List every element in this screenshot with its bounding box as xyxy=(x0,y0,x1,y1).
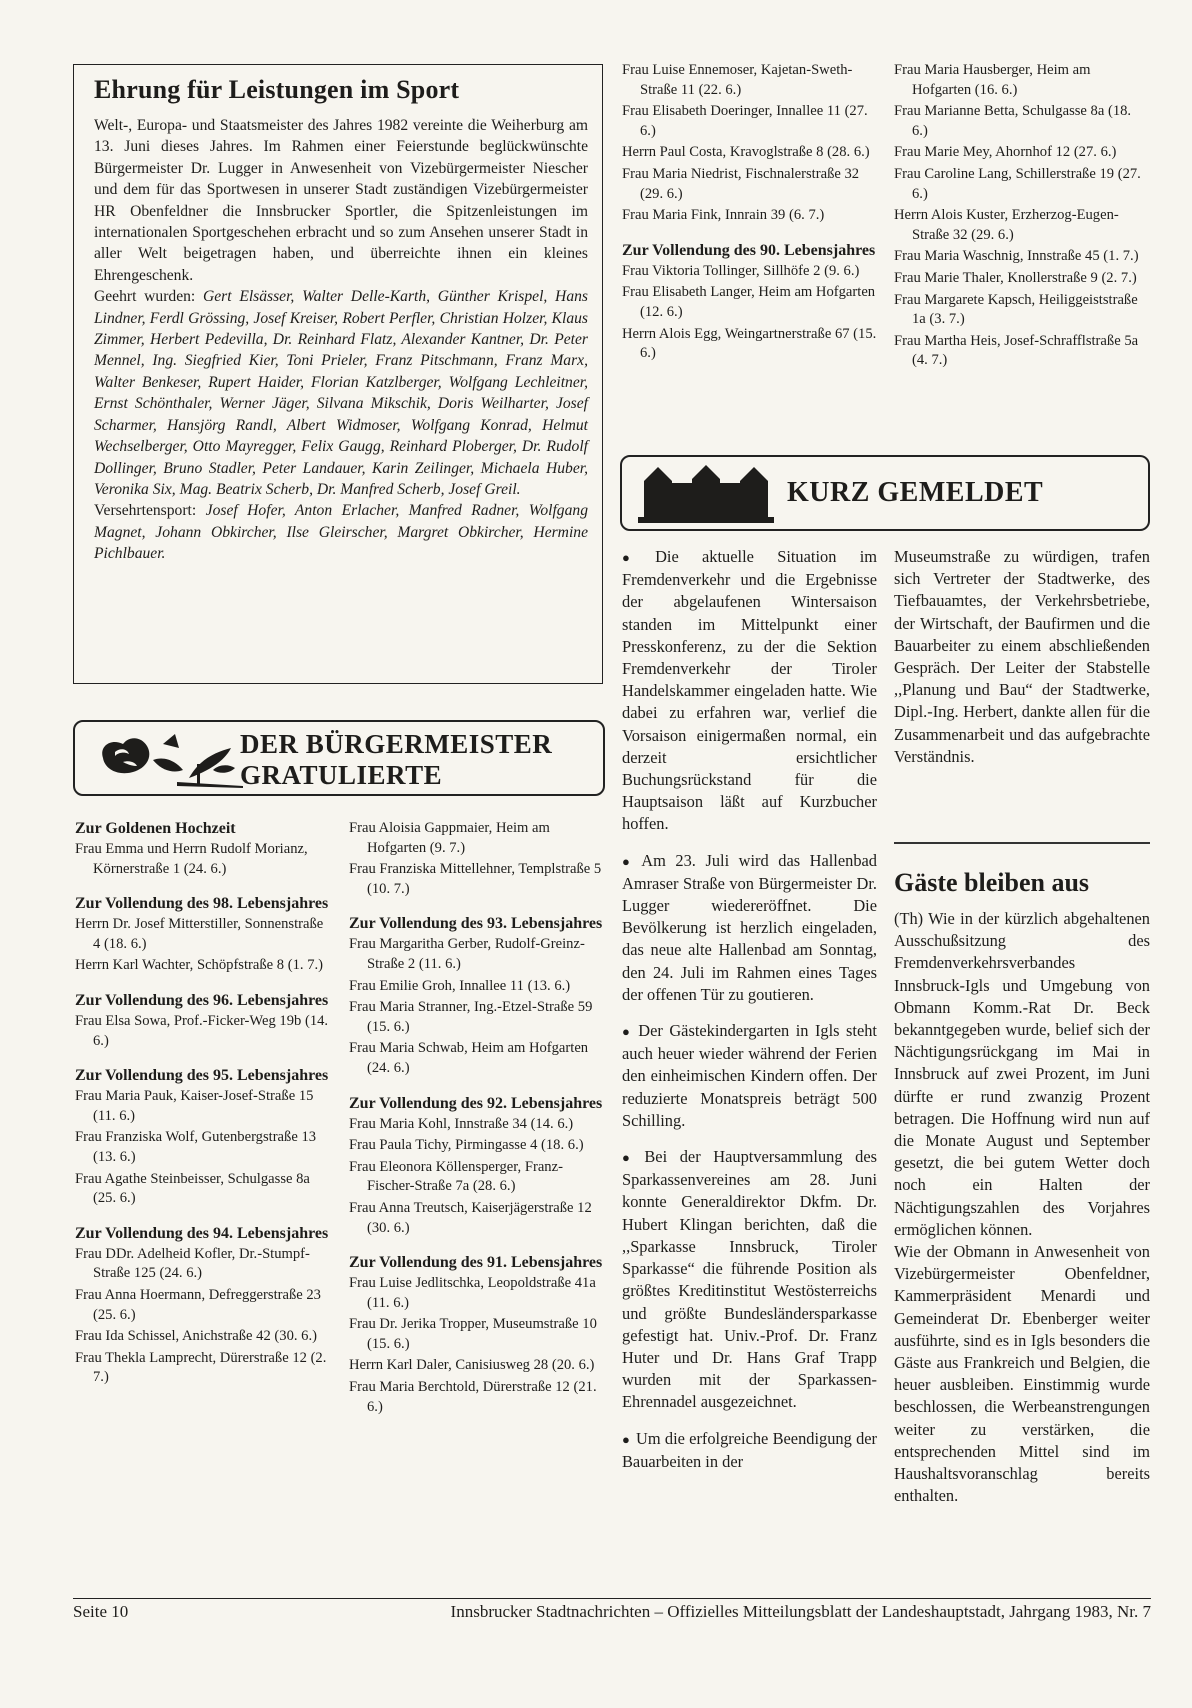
congratulation-entry: Frau Margaritha Gerber, Rudolf-Greinz-Straße 2 (11. 6.) xyxy=(349,936,585,972)
congratulation-entry: Frau Marie Thaler, Knollerstraße 9 (2. 7.) xyxy=(894,269,1137,286)
congratulation-entry: Frau Anna Treutsch, Kaiserjägerstraße 12 (30. 6.) xyxy=(349,1199,592,1236)
congratulation-entry: Frau Marianne Betta, Schulgasse 8a (18. 6.) xyxy=(894,103,1132,139)
congratulation-entry: Frau Martha Heis, Josef-Schrafflstraße 5a (4. 7.) xyxy=(894,332,1139,369)
section-heading: Zur Goldenen Hochzeit xyxy=(75,820,236,837)
congratulation-entry: Herrn Alois Egg, Weingartnerstraße 67 (15. 6.) xyxy=(622,325,877,362)
bullet-icon: ● xyxy=(622,1431,631,1447)
gratuliert-column-1 xyxy=(75,818,330,1388)
congratulation-entry: Frau Elisabeth Doeringer, Innallee 11 (27. 6.) xyxy=(622,103,868,139)
divider xyxy=(894,842,1150,844)
news-item: ● Um die erfolgreiche Beendigung der Bauarbeiten in der xyxy=(622,1428,877,1471)
congratulation-entry: Frau Maria Stranner, Ing.-Etzel-Straße 59 (15. 6.) xyxy=(349,999,593,1035)
section-heading: Zur Vollendung des 91. Lebensjahres xyxy=(349,1254,603,1272)
gaeste-paragraph-1: (Th) Wie in der kürzlich abgehaltenen Ausschußsitzung des Fremdenverkehrsverbandes Innsbruck-Igls und Umgebung von Obmann Komm.-Rat Dr. Beck bekanntgegeben wurde, belief sich der Nächtigungsrückgang im Mai in Innsbruck auf zwei Prozent, im Juni dürfte er rund zwanzig Prozent betragen. Die Hoffnung wird nun auf die Monate August und September gesetzt, die bei gutem Wetter doch noch ein Halten der Nächtigungszahlen des Vorjahres ermöglichen können. xyxy=(894,909,1150,1239)
congratulation-entry: Herrn Dr. Josef Mitterstiller, Sonnenstraße 4 (18. 6.) xyxy=(75,916,324,952)
congratulation-entry: Frau Elisabeth Langer, Heim am Hofgarten (12. 6.) xyxy=(622,284,876,320)
section-heading: Zur Vollendung des 92. Lebensjahres xyxy=(349,1094,603,1112)
kurz-column-2 xyxy=(894,546,1150,768)
congratulation-entry: Frau Maria Kohl, Innstraße 34 (14. 6.) xyxy=(349,1115,574,1132)
footer xyxy=(73,1598,1151,1622)
congratulation-entry: Frau Thekla Lamprecht, Dürerstraße 12 (2. 7.) xyxy=(75,1349,327,1386)
congratulation-entry: Frau Maria Waschnig, Innstraße 45 (1. 7.) xyxy=(894,248,1139,265)
news-item: ● Die aktuelle Situation im Fremdenverkehr und die Ergebnisse der abgelaufenen Wintersaison standen im Mittelpunkt einer Presskonferenz, zu der die Sektion Fremdenverkehr der Tiroler Handelskammer eingeladen hatte. Wie dabei zu erfahren war, verlief die Vorsaison einigermaßen normal, ein derzeit ersichtlicher Buchungsrückstand für die Hauptsaison läßt auf Kurzbucher hoffen. xyxy=(622,547,877,834)
gratuliert-column-2 xyxy=(349,818,604,1417)
congratulation-entry: Frau Maria Niedrist, Fischnalerstraße 32 (29. 6.) xyxy=(622,165,860,202)
gaeste-title: Gäste bleiben aus xyxy=(894,868,1090,897)
congratulation-entry: Frau Luise Jedlitschka, Leopoldstraße 41a (11. 6.) xyxy=(349,1275,596,1311)
congratulation-entry: Frau Maria Berchtold, Dürerstraße 12 (21. 6.) xyxy=(349,1379,597,1415)
congratulation-entry: Frau Caroline Lang, Schillerstraße 19 (27. 6.) xyxy=(894,165,1141,202)
bullet-icon: ● xyxy=(622,550,650,565)
kurz-column-1 xyxy=(622,546,877,1473)
congratulation-entry: Frau Emma und Herrn Rudolf Morianz, Körnerstraße 1 (24. 6.) xyxy=(75,841,308,877)
section-heading: Zur Vollendung des 98. Lebensjahres xyxy=(75,895,329,913)
gaeste-article xyxy=(894,868,1150,1507)
kurz-title: KURZ GEMELDET xyxy=(787,477,1044,508)
congratulation-entry: Herrn Karl Wachter, Schöpfstraße 8 (1. 7.) xyxy=(75,957,324,974)
congratulation-entry: Frau Margarete Kapsch, Heiliggeiststraße 1a (3. 7.) xyxy=(894,291,1138,328)
congratulation-entry: Frau Maria Schwab, Heim am Hofgarten (24. 6.) xyxy=(349,1040,589,1076)
section-heading: Zur Vollendung des 94. Lebensjahres xyxy=(75,1224,329,1242)
congratulation-entry: Frau Agathe Steinbeisser, Schulgasse 8a (25. 6.) xyxy=(75,1170,310,1207)
sport-article xyxy=(73,64,603,684)
sport-honored: Geehrt wurden: Gert Elsässer, Walter Delle-Karth, Günther Krispel, Hans Lindner, Ferdl Grössing, Josef Kreiser, Robert Perfler, Christian Holzer, Klaus Zimmer, Herbert Pedevilla, Dr. Reinhard Flatz, Alexander Kantner, Dr. Peter Mennel, Ing. Siegfried Kier, Toni Prieler, Franz Pitschmann, Franz Marx, Walter Benkeser, Rupert Haider, Florian Katzlberger, Wolfgang Lechleitner, Ernst Schönthaler, Werner Jäger, Silvana Mikschik, Doris Weilharter, Josef Scharmer, Hansjörg Randl, Albert Widmoser, Wolfgang Konrad, Helmut Wechselberger, Otto Mayregger, Felix Gaugg, Reinhard Ploberger, Dr. Rudolf Dollinger, Bruno Stadler, Peter Landauer, Karin Zeilinger, Michaela Huber, Veronika Six, Mag. Beatrix Scherb, Dr. Manfred Scherb, Josef Greil. xyxy=(94,288,588,498)
bullet-icon: ● xyxy=(622,1150,639,1166)
congratulation-entry: Frau Maria Fink, Innrain 39 (6. 7.) xyxy=(622,207,825,224)
congratulation-entry: Herrn Alois Kuster, Erzherzog-Eugen-Straße 32 (29. 6.) xyxy=(894,207,1119,243)
congratulation-entry: Frau Marie Mey, Ahornhof 12 (27. 6.) xyxy=(894,144,1117,161)
congratulation-entry: Frau Emilie Groh, Innallee 11 (13. 6.) xyxy=(349,977,571,994)
congratulation-entry: Frau Maria Hausberger, Heim am Hofgarten (16. 6.) xyxy=(894,62,1091,98)
congratulation-entry: Frau Anna Hoermann, Defreggerstraße 23 (25. 6.) xyxy=(75,1286,321,1323)
congratulation-entry: Herrn Paul Costa, Kravoglstraße 8 (28. 6.) xyxy=(622,144,870,161)
gratuliert-banner xyxy=(73,720,605,796)
sport-title: Ehrung für Leistungen im Sport xyxy=(94,75,460,104)
congratulation-entry: Frau Luise Ennemoser, Kajetan-Sweth-Straße 11 (22. 6.) xyxy=(622,62,853,98)
congratulation-entry: Frau Maria Pauk, Kaiser-Josef-Straße 15 (11. 6.) xyxy=(75,1088,314,1124)
section-heading: Zur Vollendung des 90. Lebensjahres xyxy=(622,241,876,259)
congratulation-entry: Frau Paula Tichy, Pirmingasse 4 (18. 6.) xyxy=(349,1137,584,1154)
congratulation-entry: Frau Franziska Wolf, Gutenbergstraße 13 (13. 6.) xyxy=(75,1129,317,1165)
congratulation-entry: Frau Dr. Jerika Tropper, Museumstraße 10 (15. 6.) xyxy=(349,1316,597,1352)
section-heading: Zur Vollendung des 93. Lebensjahres xyxy=(349,915,603,933)
gratuliert-title: DER BÜRGERMEISTER GRATULIERTE xyxy=(240,729,553,790)
congratulation-entry: Frau Aloisia Gappmaier, Heim am Hofgarten (9. 7.) xyxy=(349,820,550,856)
kurz-continuation: Museumstraße zu würdigen, trafen sich Vertreter der Stadtwerke, des Tiefbauamtes, der Verkehrsbetriebe, der Wirtschaft, der Baufirmen und die Bauarbeiter zu einem abschließenden Gespräch. Der Leiter der Stabstelle ,,Planung und Bau“ der Stadtwerke, Dipl.-Ing. Herbert, dankte allen für die Zusammenarbeit und das aufgebrachte Verständnis. xyxy=(894,547,1150,766)
gaeste-paragraph-2: Wie der Obmann in Anwesenheit von Vizebürgermeister Obenfeldner, Kammerpräsident Menardi und Gemeinderat Dr. Ebenberger weiter ausführte, sind es in Igls besonders die Gäste aus Frankreich und Belgien, die heuer ausbleiben. Einstimmig wurde beschlossen, die Werbeanstrengungen weiter zu verstärken, die entsprechenden Mittel sind im Haushaltsvoranschlag bereits enthalten. xyxy=(894,1242,1150,1506)
gratuliert-column-4 xyxy=(894,60,1150,371)
congratulation-entry: Frau Elsa Sowa, Prof.-Ficker-Weg 19b (14. 6.) xyxy=(75,1012,329,1049)
congratulation-entry: Frau Ida Schissel, Anichstraße 42 (30. 6.) xyxy=(75,1328,317,1345)
bullet-icon: ● xyxy=(622,1024,633,1040)
page-number: Seite 10 xyxy=(73,1602,129,1621)
gratuliert-column-3 xyxy=(622,60,877,364)
congratulation-entry: Frau Eleonora Köllensperger, Franz-Fischer-Straße 7a (28. 6.) xyxy=(349,1158,563,1195)
news-item: ● Bei der Hauptversammlung des Sparkassenvereines am 28. Juni konnte Generaldirektor Dkfm. Dr. Hubert Klingan berichten, daß die ,,Sparkasse Innsbruck, Tiroler Sparkasse“ die führende Position als größtes Kreditinstitut Westösterreichs und größte Bundesländersparkasse gefestigt hat. Univ.-Prof. Dr. Franz Huter und Dr. Hans Graf Trapp wurden mit der Sparkassen-Ehrennadel ausgezeichnet. xyxy=(622,1147,878,1412)
news-item: ● Der Gästekindergarten in Igls steht auch heuer wieder während der Ferien den einheimischen Kindern offen. Der reduzierte Monatspreis beträgt 500 Schilling. xyxy=(622,1021,877,1130)
section-heading: Zur Vollendung des 96. Lebensjahres xyxy=(75,991,329,1009)
publication-info: Innsbrucker Stadtnachrichten – Offizielles Mitteilungsblatt der Landeshauptstadt, Jahrgang 1983, Nr. 7 xyxy=(450,1602,1151,1621)
bullet-icon: ● xyxy=(622,853,636,869)
house-icon xyxy=(638,463,778,525)
congratulation-entry: Herrn Karl Daler, Canisiusweg 28 (20. 6.) xyxy=(349,1357,595,1374)
news-item: ● Am 23. Juli wird das Hallenbad Amraser Straße von Bürgermeister Dr. Lugger wiedereröffnet. Die Bevölkerung ist herzlich eingeladen, das neue alte Hallenbad am Sonntag, den 24. Juli im Rahmen eines Tages der offenen Tür zu goutieren. xyxy=(622,850,877,1004)
kurz-banner xyxy=(620,455,1150,531)
congratulation-entry: Frau Franziska Mittellehner, Templstraße 5 (10. 7.) xyxy=(349,861,602,897)
sport-intro: Welt-, Europa- und Staatsmeister des Jahres 1982 vereinte die Weiherburg am 13. Juni dieses Jahres. Im Rahmen einer Feierstunde beglückwünschte Bürgermeister Dr. Lugger in Anwesenheit von Vizebürgermeister Niescher und dem für das Sportwesen in unserer Stadt zuständigen Vizebürgermeister HR Obenfeldner die Innsbrucker Sportler, die Spitzenleistungen im internationalen Sportgeschehen erbracht und so zum Ansehen unserer Stadt in aller Welt beigetragen haben, und überreichte ihnen ein kleines Ehrengeschenk. xyxy=(94,117,588,284)
sport-disabled: Versehrtensport: Josef Hofer, Anton Erlacher, Manfred Radner, Wolfgang Magnet, Johann Obkircher, Ilse Gleirscher, Margret Obkircher, Hermine Pichlbauer. xyxy=(94,502,588,563)
congratulation-entry: Frau DDr. Adelheid Kofler, Dr.-Stumpf-Straße 125 (24. 6.) xyxy=(75,1245,310,1282)
congratulation-entry: Frau Viktoria Tollinger, Sillhöfe 2 (9. 6.) xyxy=(622,262,860,279)
section-heading: Zur Vollendung des 95. Lebensjahres xyxy=(75,1067,329,1085)
